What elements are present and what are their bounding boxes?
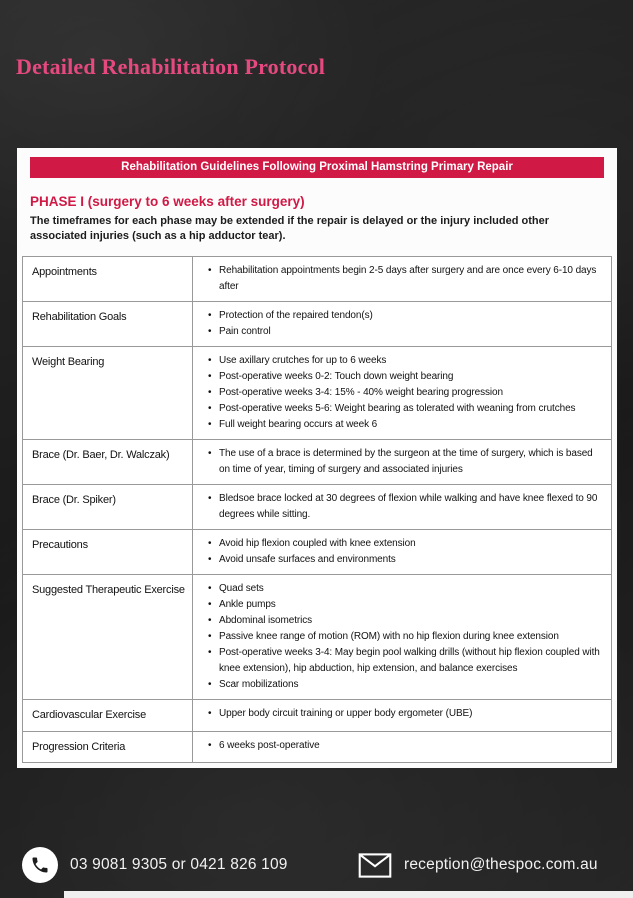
phase-title: PHASE I (surgery to 6 weeks after surgery) [30, 194, 305, 209]
bullet-item: • Bledsoe brace locked at 30 degrees of flexion while walking and have knee flexed to 90 degrees while sitting. [207, 491, 603, 523]
bullet-list [207, 308, 603, 340]
bullet-list [207, 536, 603, 568]
bullet-list [207, 491, 603, 523]
phone-number[interactable]: 03 9081 9305 or 0421 826 109 [70, 856, 288, 873]
phone-icon [22, 847, 58, 883]
row-content [193, 440, 611, 484]
bullet-list [207, 263, 603, 295]
phase-note: The timeframes for each phase may be extended if the repair is delayed or the injury included other associated injuries (such as a hip adductor tear). [30, 215, 549, 242]
row-label: Appointments [23, 257, 193, 301]
table-row-brace-spiker [23, 485, 611, 530]
row-content [193, 575, 611, 699]
row-content [193, 530, 611, 574]
bullet-item: • Rehabilitation appointments begin 2-5 days after surgery and are once every 6-10 days after [207, 263, 603, 295]
table-row-brace-baer-walczak [23, 440, 611, 485]
bullet-item: • Ankle pumps [207, 597, 603, 613]
table-row-rehabilitation-goals [23, 302, 611, 347]
row-label: Precautions [23, 530, 193, 574]
bullet-item: • Scar mobilizations [207, 677, 603, 693]
row-content [193, 347, 611, 439]
row-label: Suggested Therapeutic Exercise [23, 575, 193, 699]
protocol-table [22, 256, 612, 764]
bullet-item: • The use of a brace is determined by the surgeon at the time of surgery, which is based on time of year, timing of surgery and associated injuries [207, 446, 603, 478]
bullet-item: • Pain control [207, 324, 603, 340]
table-row-weight-bearing [23, 347, 611, 440]
row-label: Cardiovascular Exercise [23, 700, 193, 731]
table-row-appointments [23, 257, 611, 302]
row-content [193, 485, 611, 529]
bullet-item: • Quad sets [207, 581, 603, 597]
bullet-list [207, 353, 603, 433]
envelope-icon [358, 853, 392, 878]
row-label: Rehabilitation Goals [23, 302, 193, 346]
bullet-list [207, 706, 603, 722]
bullet-item: • Passive knee range of motion (ROM) with no hip flexion during knee extension [207, 629, 603, 645]
row-content [193, 302, 611, 346]
guidelines-header: Rehabilitation Guidelines Following Proximal Hamstring Primary Repair [30, 157, 604, 178]
row-label: Brace (Dr. Baer, Dr. Walczak) [23, 440, 193, 484]
bullet-item: • 6 weeks post-operative [207, 738, 603, 754]
email-address[interactable]: reception@thespoc.com.au [404, 856, 598, 873]
table-row-progression-criteria [23, 732, 611, 764]
row-content [193, 700, 611, 731]
page-title: Detailed Rehabilitation Protocol [16, 54, 326, 79]
email-contact [358, 846, 598, 884]
bullet-item: • Post-operative weeks 5-6: Weight bearing as tolerated with weaning from crutches [207, 401, 603, 417]
bullet-item: • Use axillary crutches for up to 6 weeks [207, 353, 603, 369]
bullet-item: • Post-operative weeks 3-4: May begin pool walking drills (without hip flexion coupled with knee extension), hip abduction, hip extension, and balance exercises [207, 645, 603, 677]
row-label: Weight Bearing [23, 347, 193, 439]
row-label: Progression Criteria [23, 732, 193, 763]
bullet-item: • Upper body circuit training or upper body ergometer (UBE) [207, 706, 603, 722]
bullet-item: • Abdominal isometrics [207, 613, 603, 629]
bullet-item: • Post-operative weeks 3-4: 15% - 40% weight bearing progression [207, 385, 603, 401]
protocol-panel [17, 148, 617, 768]
row-content [193, 257, 611, 301]
bullet-list [207, 446, 603, 478]
bullet-item: • Post-operative weeks 0-2: Touch down weight bearing [207, 369, 603, 385]
table-row-cardiovascular-exercise [23, 700, 611, 732]
table-row-suggested-therapeutic-exercise [23, 575, 611, 700]
bullet-item: • Protection of the repaired tendon(s) [207, 308, 603, 324]
bullet-list [207, 581, 603, 693]
table-row-precautions [23, 530, 611, 575]
row-label: Brace (Dr. Spiker) [23, 485, 193, 529]
bottom-strip [64, 891, 633, 898]
bullet-list [207, 738, 603, 754]
phone-contact [22, 846, 288, 884]
bullet-item: • Avoid unsafe surfaces and environments [207, 552, 603, 568]
bullet-item: • Full weight bearing occurs at week 6 [207, 417, 603, 433]
row-content [193, 732, 611, 763]
contact-footer [0, 846, 633, 884]
bullet-item: • Avoid hip flexion coupled with knee extension [207, 536, 603, 552]
